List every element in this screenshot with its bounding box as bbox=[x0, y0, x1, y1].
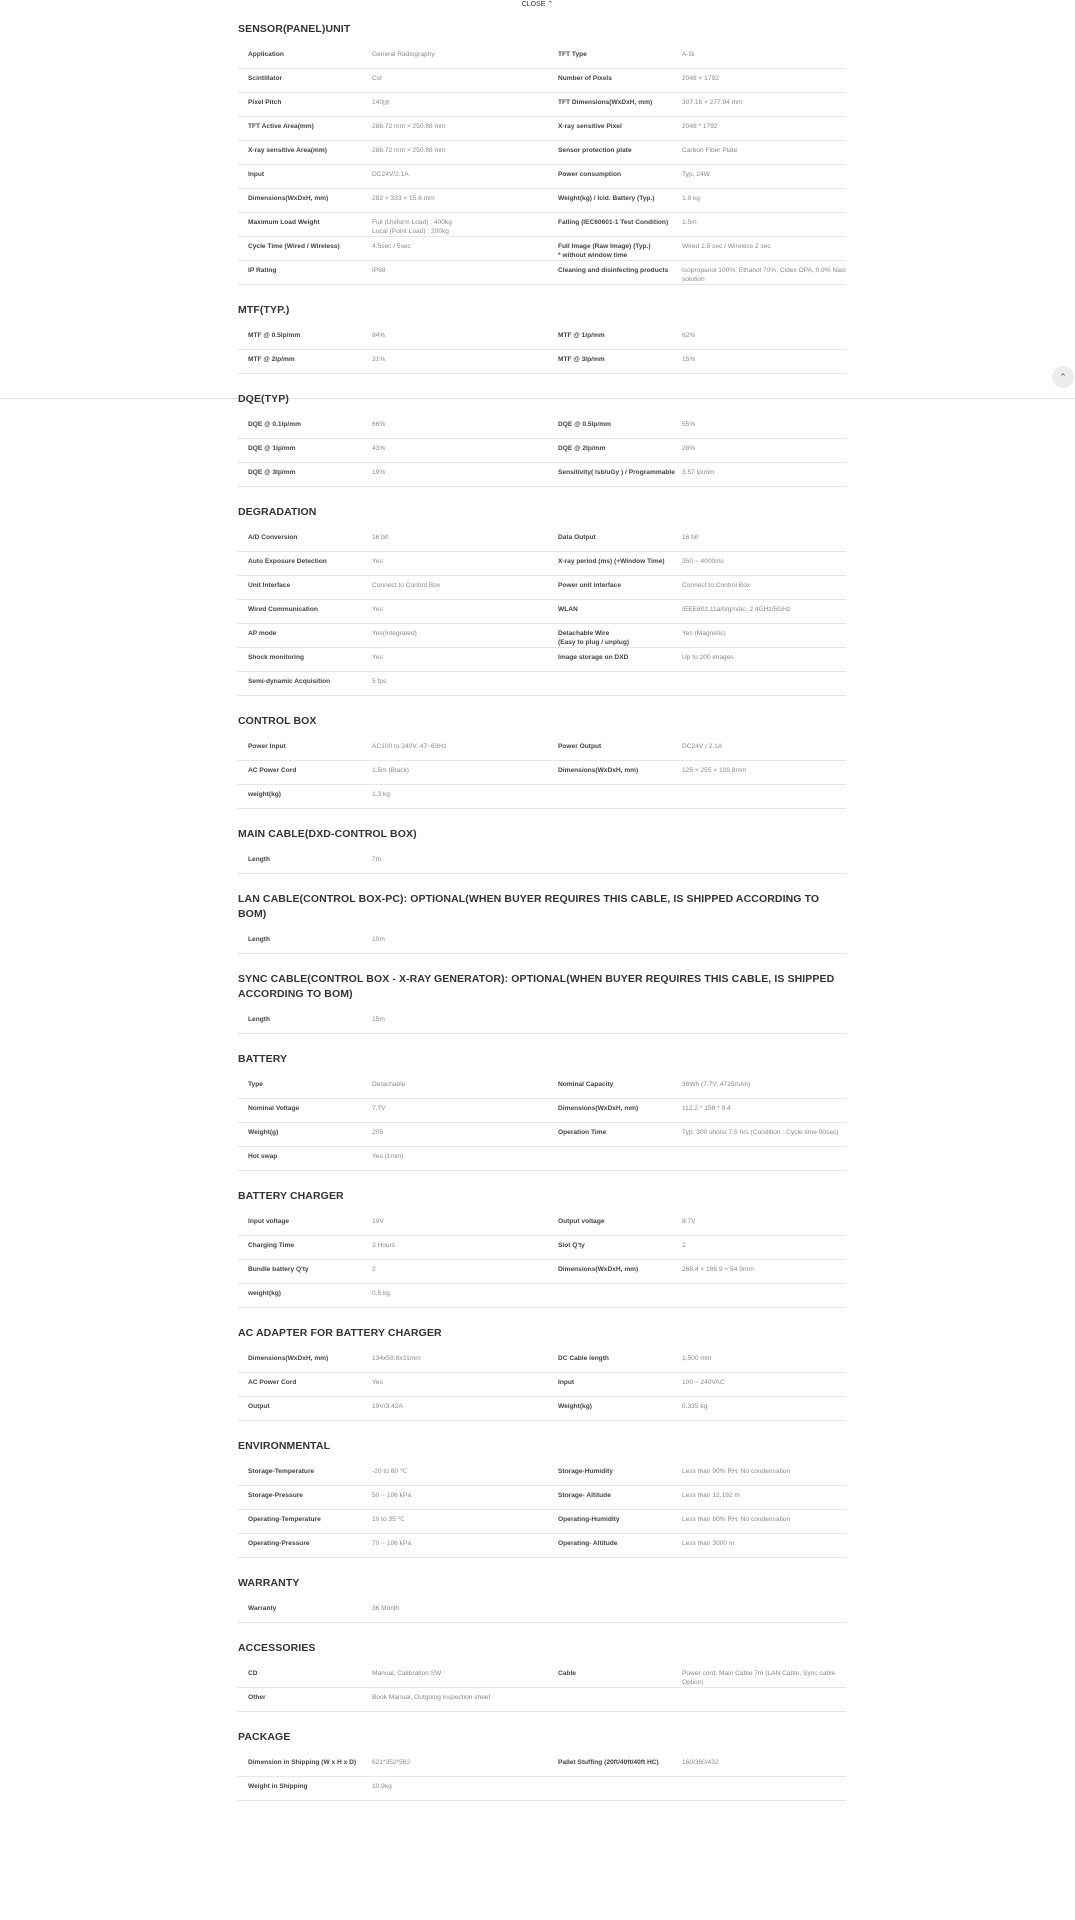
spec-value: Full (Uniform Load) : 400kg Local (Point Load) : 200kg bbox=[372, 213, 548, 237]
spec-label: Storage-Temperature bbox=[238, 1462, 372, 1486]
spec-table bbox=[238, 1664, 846, 1712]
spec-table bbox=[238, 1753, 846, 1801]
spec-label: Input bbox=[548, 1373, 682, 1397]
spec-label: Storage-Pressure bbox=[238, 1486, 372, 1510]
spec-label: Dimensions(WxDxH, mm) bbox=[548, 761, 682, 785]
section-title: LAN CABLE(CONTROL BOX-PC): OPTIONAL(WHEN BUYER REQUIRES THIS CABLE, IS SHIPPED ACCORDING TO BOM) bbox=[238, 893, 820, 920]
spec-section bbox=[238, 892, 846, 954]
spec-value: 19V/3.42A bbox=[372, 1397, 548, 1421]
spec-label: X-ray sensitive Pixel bbox=[548, 117, 682, 141]
spec-value bbox=[682, 1010, 846, 1034]
spec-value: Less than 12,192 m bbox=[682, 1486, 846, 1510]
section-title: ENVIRONMENTAL bbox=[238, 1440, 331, 1452]
spec-label: Dimensions(WxDxH, mm) bbox=[238, 1349, 372, 1373]
spec-label: TFT Type bbox=[548, 45, 682, 69]
spec-value: 1,500 mm bbox=[682, 1349, 846, 1373]
table-row bbox=[238, 93, 846, 117]
spec-value: 10.9kg bbox=[372, 1777, 548, 1801]
spec-value bbox=[682, 1147, 846, 1171]
spec-label: Unit Interface bbox=[238, 576, 372, 600]
spec-value: IEEE802.11a/b/g/n/ac, 2.4GHz/5GHz bbox=[682, 600, 846, 624]
spec-label: Data Output bbox=[548, 528, 682, 552]
section-title: WARRANTY bbox=[238, 1577, 300, 1589]
table-row bbox=[238, 1075, 846, 1099]
table-row bbox=[238, 1462, 846, 1486]
spec-label: weight(kg) bbox=[238, 1284, 372, 1308]
spec-section bbox=[238, 1326, 846, 1421]
table-row bbox=[238, 930, 846, 954]
table-row bbox=[238, 165, 846, 189]
spec-label: WLAN bbox=[548, 600, 682, 624]
spec-label: Charging Time bbox=[238, 1236, 372, 1260]
table-row bbox=[238, 1688, 846, 1712]
spec-value: 205 bbox=[372, 1123, 548, 1147]
spec-value: Wired 1.5 sec / Wireless 2 sec bbox=[682, 237, 846, 261]
table-row bbox=[238, 189, 846, 213]
spec-value: 16 bit bbox=[372, 528, 548, 552]
spec-value bbox=[682, 672, 846, 696]
spec-value: 286.72 mm × 250.88 mm bbox=[372, 141, 548, 165]
spec-value: 28% bbox=[682, 439, 846, 463]
spec-value: 36Wh (7.7V, 4725mAh) bbox=[682, 1075, 846, 1099]
spec-sections bbox=[238, 22, 846, 1819]
spec-label: Maximum Load Weight bbox=[238, 213, 372, 237]
spec-label: Operating-Pressure bbox=[238, 1534, 372, 1558]
section-title: DQE(TYP) bbox=[238, 393, 289, 405]
table-row bbox=[238, 439, 846, 463]
spec-value: 50 ~ 106 kPa bbox=[372, 1486, 548, 1510]
spec-value: Yes bbox=[372, 648, 548, 672]
spec-value: 160/360/432 bbox=[682, 1753, 846, 1777]
spec-label: Operating-Humidity bbox=[548, 1510, 682, 1534]
spec-value: 1.5m (Black) bbox=[372, 761, 548, 785]
spec-value: Isopropanol 100%, Ethanol 70%, Cidex OPA, 0.9% Nacl solution bbox=[682, 261, 846, 285]
spec-label: Application bbox=[238, 45, 372, 69]
spec-label: A/D Conversion bbox=[238, 528, 372, 552]
spec-label: Wired Communication bbox=[238, 600, 372, 624]
spec-section bbox=[238, 1439, 846, 1558]
spec-value: 0.335 kg bbox=[682, 1397, 846, 1421]
table-row bbox=[238, 576, 846, 600]
spec-label: Bundle battery Q'ty bbox=[238, 1260, 372, 1284]
section-title: PACKAGE bbox=[238, 1731, 291, 1743]
table-row bbox=[238, 117, 846, 141]
spec-value: 7m bbox=[372, 850, 548, 874]
spec-value: Less than 3000 m bbox=[682, 1534, 846, 1558]
spec-value: -20 to 60 ℃ bbox=[372, 1462, 548, 1486]
spec-label: Power unit interface bbox=[548, 576, 682, 600]
spec-label: Power consumption bbox=[548, 165, 682, 189]
table-row bbox=[238, 850, 846, 874]
spec-value: Yes bbox=[372, 552, 548, 576]
section-title: CONTROL BOX bbox=[238, 715, 317, 727]
spec-value: Carbon Fiber Plate bbox=[682, 141, 846, 165]
spec-label bbox=[548, 672, 682, 696]
spec-value: 70 ~ 106 kPa bbox=[372, 1534, 548, 1558]
spec-value: Up to 200 images bbox=[682, 648, 846, 672]
spec-table bbox=[238, 1462, 846, 1558]
spec-value: 140㎛ bbox=[372, 93, 548, 117]
spec-value: 1.3 kg bbox=[372, 785, 548, 809]
spec-label: MTF @ 0.5lp/mm bbox=[238, 326, 372, 350]
spec-value: 55% bbox=[682, 415, 846, 439]
spec-section bbox=[238, 1576, 846, 1623]
table-row bbox=[238, 761, 846, 785]
spec-value: Power cord, Main Cable 7m (LAN Cable, Sync cable Option) bbox=[682, 1664, 846, 1688]
spec-label bbox=[548, 930, 682, 954]
spec-label bbox=[548, 785, 682, 809]
spec-value: Typ. 24W bbox=[682, 165, 846, 189]
table-row bbox=[238, 1260, 846, 1284]
spec-label: weight(kg) bbox=[238, 785, 372, 809]
spec-label: Input bbox=[238, 165, 372, 189]
spec-value: Yes (Magnetic) bbox=[682, 624, 846, 648]
table-row bbox=[238, 552, 846, 576]
table-row bbox=[238, 600, 846, 624]
spec-value: 16 bit bbox=[682, 528, 846, 552]
spec-label: Dimensions(WxDxH, mm) bbox=[238, 189, 372, 213]
spec-value: 3 Hours bbox=[372, 1236, 548, 1260]
spec-value: Less than 80% RH, No condensation bbox=[682, 1510, 846, 1534]
spec-value: 3.57 lp/mm bbox=[682, 463, 846, 487]
spec-label: DQE @ 3lp/mm bbox=[238, 463, 372, 487]
table-row bbox=[238, 1777, 846, 1801]
spec-label: Cable bbox=[548, 1664, 682, 1688]
spec-value: CsI bbox=[372, 69, 548, 93]
table-row bbox=[238, 528, 846, 552]
table-row bbox=[238, 648, 846, 672]
table-row bbox=[238, 45, 846, 69]
spec-value: 100 ~ 240VAC bbox=[682, 1373, 846, 1397]
spec-label: DQE @ 0.1lp/mm bbox=[238, 415, 372, 439]
spec-label: Weight(g) bbox=[238, 1123, 372, 1147]
table-row bbox=[238, 1664, 846, 1688]
spec-section bbox=[238, 303, 846, 374]
spec-label: Power Input bbox=[238, 737, 372, 761]
spec-value: 112.2 * 158 * 9.4 bbox=[682, 1099, 846, 1123]
spec-value bbox=[682, 1599, 846, 1623]
spec-value: Book Manual, Outgoing inspection sheet bbox=[372, 1688, 548, 1712]
table-row bbox=[238, 463, 846, 487]
spec-table bbox=[238, 850, 846, 874]
spec-label: Type bbox=[238, 1075, 372, 1099]
spec-label: Other bbox=[238, 1688, 372, 1712]
spec-table bbox=[238, 528, 846, 696]
spec-table bbox=[238, 45, 846, 285]
spec-label: Sensitivity( lsb/uGy ) / Programmable bbox=[548, 463, 682, 487]
section-title: MAIN CABLE(DXD-CONTROL BOX) bbox=[238, 828, 417, 840]
table-row bbox=[238, 1373, 846, 1397]
spec-table bbox=[238, 1010, 846, 1034]
spec-label: X-ray sensitive Area(mm) bbox=[238, 141, 372, 165]
table-row bbox=[238, 1099, 846, 1123]
section-title: BATTERY bbox=[238, 1053, 288, 1065]
table-row bbox=[238, 415, 846, 439]
spec-label bbox=[548, 1777, 682, 1801]
spec-value: Yes bbox=[372, 1373, 548, 1397]
spec-value: Yes(Integrated) bbox=[372, 624, 548, 648]
spec-section bbox=[238, 1189, 846, 1308]
spec-value: Yes bbox=[372, 600, 548, 624]
spec-label: MTF @ 1lp/mm bbox=[548, 326, 682, 350]
spec-value: Detachable bbox=[372, 1075, 548, 1099]
spec-label: Power Output bbox=[548, 737, 682, 761]
table-row bbox=[238, 1123, 846, 1147]
section-title: MTF(TYP.) bbox=[238, 304, 290, 316]
spec-label: MTF @ 2lp/mm bbox=[238, 350, 372, 374]
scroll-to-top-button[interactable] bbox=[1052, 366, 1074, 388]
spec-value: 1.9 kg bbox=[682, 189, 846, 213]
spec-value: Connect to Control Box bbox=[372, 576, 548, 600]
spec-value: 0.5 kg bbox=[372, 1284, 548, 1308]
spec-value: 8.7V bbox=[682, 1212, 846, 1236]
section-title: ACCESSORIES bbox=[238, 1642, 316, 1654]
spec-section bbox=[238, 1641, 846, 1712]
chevron-up-icon: ⌃ bbox=[547, 1, 554, 8]
spec-value: 286.72 mm × 250.88 mm bbox=[372, 117, 548, 141]
spec-value: 15% bbox=[682, 350, 846, 374]
spec-label: Falling (IEC60601-1 Test Condition) bbox=[548, 213, 682, 237]
spec-value: 621*352*562 bbox=[372, 1753, 548, 1777]
spec-value: 268.4 × 186.9 × 54.9mm bbox=[682, 1260, 846, 1284]
spec-value: 2 bbox=[372, 1260, 548, 1284]
spec-value bbox=[682, 930, 846, 954]
spec-label: Full Image (Raw Image) (Typ.) * without window time bbox=[548, 237, 682, 261]
spec-section bbox=[238, 1052, 846, 1171]
spec-label: DQE @ 0.5lp/mm bbox=[548, 415, 682, 439]
spec-value: 43% bbox=[372, 439, 548, 463]
spec-value: 350 ~ 4000ms bbox=[682, 552, 846, 576]
spec-value: 19V bbox=[372, 1212, 548, 1236]
table-row bbox=[238, 624, 846, 648]
table-row bbox=[238, 141, 846, 165]
spec-label bbox=[548, 1010, 682, 1034]
spec-label: DC Cable length bbox=[548, 1349, 682, 1373]
spec-label: Number of Pixels bbox=[548, 69, 682, 93]
close-toggle[interactable] bbox=[0, 0, 1075, 11]
spec-value: 36 Month bbox=[372, 1599, 548, 1623]
spec-value bbox=[682, 1688, 846, 1712]
spec-label: Storage- Altitude bbox=[548, 1486, 682, 1510]
spec-value: 2 bbox=[682, 1236, 846, 1260]
spec-value: 134x59.8x31mm bbox=[372, 1349, 548, 1373]
spec-value: Typ. 300 shots/ 7.5 hrs (Condition : Cycle time 90sec) bbox=[682, 1123, 846, 1147]
close-label: CLOSE bbox=[521, 1, 546, 8]
spec-label: Storage-Humidity bbox=[548, 1462, 682, 1486]
spec-value: DC24V/2.1A bbox=[372, 165, 548, 189]
spec-value: 282 × 333 × 15.6 mm bbox=[372, 189, 548, 213]
table-row bbox=[238, 69, 846, 93]
spec-value: A-Si bbox=[682, 45, 846, 69]
spec-value: 10m bbox=[372, 930, 548, 954]
spec-label: Weight in Shipping bbox=[238, 1777, 372, 1801]
spec-table bbox=[238, 415, 846, 487]
spec-label: Length bbox=[238, 1010, 372, 1034]
spec-table bbox=[238, 1075, 846, 1171]
table-row bbox=[238, 1534, 846, 1558]
spec-label: Length bbox=[238, 850, 372, 874]
spec-value: Connect to Control Box bbox=[682, 576, 846, 600]
section-title: SENSOR(PANEL)UNIT bbox=[238, 23, 351, 35]
spec-label: DQE @ 1lp/mm bbox=[238, 439, 372, 463]
spec-label: Pixel Pitch bbox=[238, 93, 372, 117]
table-row bbox=[238, 737, 846, 761]
spec-value: IP68 bbox=[372, 261, 548, 285]
spec-section bbox=[238, 392, 846, 487]
spec-label: Nominal Voltage bbox=[238, 1099, 372, 1123]
spec-value: 125 × 255 × 109.8mm bbox=[682, 761, 846, 785]
table-row bbox=[238, 1349, 846, 1373]
spec-value: Manual, Calibration SW bbox=[372, 1664, 548, 1688]
spec-label: TFT Dimensions(WxDxH, mm) bbox=[548, 93, 682, 117]
spec-label: Cleaning and disinfecting products bbox=[548, 261, 682, 285]
spec-label: Dimension in Shipping (W x H x D) bbox=[238, 1753, 372, 1777]
spec-value: 84% bbox=[372, 326, 548, 350]
table-row bbox=[238, 326, 846, 350]
spec-value: 31% bbox=[372, 350, 548, 374]
spec-value: 4.5sec / 5sec bbox=[372, 237, 548, 261]
spec-label: Slot Q'ty bbox=[548, 1236, 682, 1260]
table-row bbox=[238, 350, 846, 374]
table-row bbox=[238, 1147, 846, 1171]
spec-label: Detachable Wire (Easy to plug / unplug) bbox=[548, 624, 682, 648]
section-title: BATTERY CHARGER bbox=[238, 1190, 344, 1202]
table-row bbox=[238, 1599, 846, 1623]
spec-table bbox=[238, 1212, 846, 1308]
table-row bbox=[238, 1486, 846, 1510]
table-row bbox=[238, 1010, 846, 1034]
spec-value: DC24V / 2.1A bbox=[682, 737, 846, 761]
table-row bbox=[238, 213, 846, 237]
spec-value: 2048 × 1792 bbox=[682, 69, 846, 93]
spec-label: CD bbox=[238, 1664, 372, 1688]
spec-label: MTF @ 3lp/mm bbox=[548, 350, 682, 374]
spec-value: 62% bbox=[682, 326, 846, 350]
table-row bbox=[238, 1284, 846, 1308]
spec-table bbox=[238, 326, 846, 374]
spec-label: Dimensions(WxDxH, mm) bbox=[548, 1099, 682, 1123]
spec-label: Scintillator bbox=[238, 69, 372, 93]
spec-section bbox=[238, 1730, 846, 1801]
spec-value: 1.5m bbox=[682, 213, 846, 237]
spec-label: Dimensions(WxDxH, mm) bbox=[548, 1260, 682, 1284]
spec-label: Image storage on DXD bbox=[548, 648, 682, 672]
spec-label: Shock monitoring bbox=[238, 648, 372, 672]
spec-value bbox=[682, 850, 846, 874]
spec-label: TFT Active Area(mm) bbox=[238, 117, 372, 141]
table-row bbox=[238, 672, 846, 696]
spec-label bbox=[548, 1147, 682, 1171]
spec-label: Warranty bbox=[238, 1599, 372, 1623]
spec-label: AC Power Cord bbox=[238, 1373, 372, 1397]
table-row bbox=[238, 1397, 846, 1421]
section-title: SYNC CABLE(CONTROL BOX - X-RAY GENERATOR): OPTIONAL(WHEN BUYER REQUIRES THIS CABLE, IS SHIPPED ACCORDING TO BOM) bbox=[238, 973, 835, 1000]
table-row bbox=[238, 1212, 846, 1236]
spec-value: General Radiography bbox=[372, 45, 548, 69]
spec-table bbox=[238, 930, 846, 954]
spec-label: Nominal Capacity bbox=[548, 1075, 682, 1099]
spec-label: Sensor protection plate bbox=[548, 141, 682, 165]
section-title: AC ADAPTER FOR BATTERY CHARGER bbox=[238, 1327, 442, 1339]
spec-label bbox=[548, 1284, 682, 1308]
spec-label bbox=[548, 1599, 682, 1623]
spec-label: Input voltage bbox=[238, 1212, 372, 1236]
spec-value: 2048 * 1792 bbox=[682, 117, 846, 141]
spec-label: Output voltage bbox=[548, 1212, 682, 1236]
spec-label bbox=[548, 850, 682, 874]
spec-table bbox=[238, 1599, 846, 1623]
spec-label: Cycle Time (Wired / Wireless) bbox=[238, 237, 372, 261]
chevron-up-icon: ⌃ bbox=[1059, 372, 1067, 382]
spec-section bbox=[238, 714, 846, 809]
spec-table bbox=[238, 737, 846, 809]
table-row bbox=[238, 237, 846, 261]
spec-label: Length bbox=[238, 930, 372, 954]
spec-label: Output bbox=[238, 1397, 372, 1421]
table-row bbox=[238, 1510, 846, 1534]
spec-section bbox=[238, 827, 846, 874]
spec-value: Less than 90% RH, No condensation bbox=[682, 1462, 846, 1486]
spec-value: 7.7V bbox=[372, 1099, 548, 1123]
spec-value: 307.16 × 277.94 mm bbox=[682, 93, 846, 117]
spec-value: 10 to 35 ℃ bbox=[372, 1510, 548, 1534]
spec-label: AP mode bbox=[238, 624, 372, 648]
spec-section bbox=[238, 22, 846, 285]
spec-label: Auto Exposure Detection bbox=[238, 552, 372, 576]
spec-label: Hot swap bbox=[238, 1147, 372, 1171]
table-row bbox=[238, 785, 846, 809]
spec-label: DQE @ 2lp/mm bbox=[548, 439, 682, 463]
spec-label: Operating-Temperature bbox=[238, 1510, 372, 1534]
spec-value: 5 fps bbox=[372, 672, 548, 696]
spec-section bbox=[238, 972, 846, 1034]
spec-value: 66% bbox=[372, 415, 548, 439]
spec-value: AC100 to 240V, 47~63Hz bbox=[372, 737, 548, 761]
table-row bbox=[238, 261, 846, 285]
spec-label: Pallet Stuffing (20ft/40ft/40ft HC) bbox=[548, 1753, 682, 1777]
spec-table bbox=[238, 1349, 846, 1421]
spec-value bbox=[682, 785, 846, 809]
spec-label: IP Rating bbox=[238, 261, 372, 285]
spec-label: Operation Time bbox=[548, 1123, 682, 1147]
spec-value bbox=[682, 1777, 846, 1801]
spec-label: Semi-dynamic Acquisition bbox=[238, 672, 372, 696]
spec-label: Weight(kg) bbox=[548, 1397, 682, 1421]
spec-value: Yes (1min) bbox=[372, 1147, 548, 1171]
spec-section bbox=[238, 505, 846, 696]
table-row bbox=[238, 1236, 846, 1260]
table-row bbox=[238, 1753, 846, 1777]
spec-value bbox=[682, 1284, 846, 1308]
spec-value: 15m bbox=[372, 1010, 548, 1034]
spec-label bbox=[548, 1688, 682, 1712]
spec-label: Weight(kg) / Icld. Battery (Typ.) bbox=[548, 189, 682, 213]
spec-label: X-ray period (ms) (+Window Time) bbox=[548, 552, 682, 576]
spec-label: AC Power Cord bbox=[238, 761, 372, 785]
section-title: DEGRADATION bbox=[238, 506, 317, 518]
spec-label: Operating- Altitude bbox=[548, 1534, 682, 1558]
spec-value: 19% bbox=[372, 463, 548, 487]
